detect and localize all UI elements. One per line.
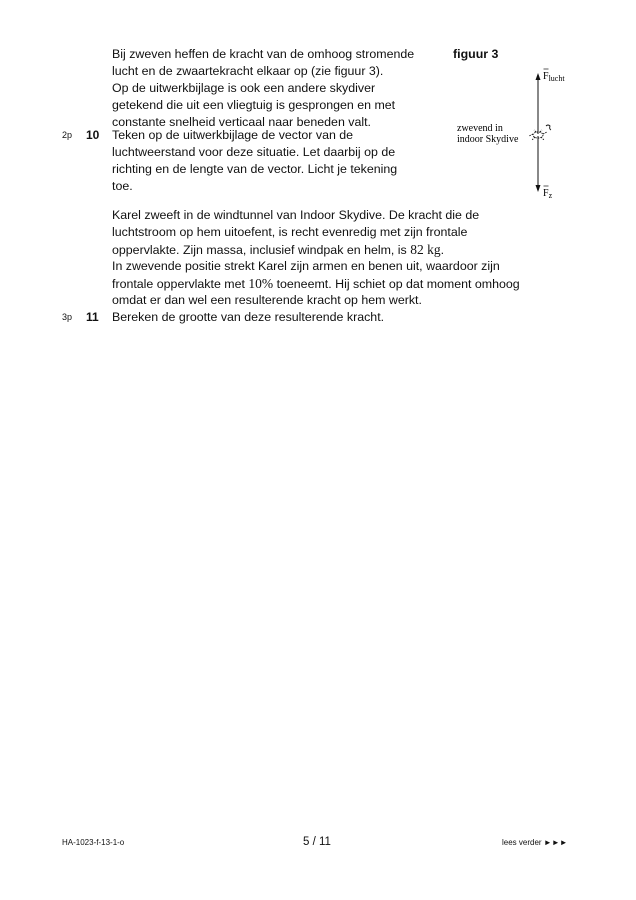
figure-3-diagram bbox=[440, 64, 580, 204]
intro-line-3: Op de uitwerkbijlage is ook een andere skydiver bbox=[112, 81, 376, 95]
figure-label-line-1: zwevend in bbox=[457, 123, 503, 134]
intro-line-4: getekend die uit een vliegtuig is gesprongen en met bbox=[112, 98, 396, 112]
continue-indicator: lees verder ►►► bbox=[502, 838, 568, 847]
f-z-arrowhead bbox=[536, 185, 541, 192]
f-z-label: $F_z$ bbox=[543, 188, 553, 200]
karel-line-5: frontale oppervlakte met 10% toeneemt. Hij schiet op dat moment omhoog bbox=[112, 276, 520, 291]
skydiver-figure bbox=[529, 125, 551, 140]
question-line-2: luchtweerstand voor deze situatie. Let daarbij op de bbox=[112, 145, 396, 159]
question-line-1: Teken op de uitwerkbijlage de vector van de bbox=[112, 128, 354, 142]
karel-line-2: luchtstroom op hem uitoefent, is recht evenredig met zijn frontale bbox=[112, 225, 468, 239]
percentage-value: 10% bbox=[248, 276, 274, 291]
intro-line-2: lucht en de zwaartekracht elkaar op (zie figuur 3). bbox=[112, 64, 384, 78]
f-lucht-label: $F_{lucht}$ bbox=[543, 71, 565, 83]
karel-line-1: Karel zweeft in de windtunnel van Indoor Skydive. De kracht die de bbox=[112, 208, 480, 222]
karel-line-3: oppervlakte. Zijn massa, inclusief windpak en helm, is 82 kg. bbox=[112, 242, 445, 257]
mass-value: 82 kg bbox=[410, 242, 441, 257]
question-points: 2p bbox=[62, 130, 73, 140]
figure-label-line-2: indoor Skydive bbox=[457, 134, 519, 145]
karel-line-6: omdat er dan wel een resulterende kracht op hem werkt. bbox=[112, 293, 422, 307]
f-lucht-arrowhead bbox=[536, 73, 541, 80]
figure-title: figuur 3 bbox=[453, 47, 499, 61]
question-points: 3p bbox=[62, 312, 73, 322]
question-line-4: toe. bbox=[112, 179, 133, 193]
page-number: 5 / 11 bbox=[303, 836, 331, 848]
karel-line-4: In zwevende positie strekt Karel zijn armen en benen uit, waardoor zijn bbox=[112, 259, 500, 273]
intro-line-1: Bij zweven heffen de kracht van de omhoog stromende bbox=[112, 47, 415, 61]
question-number: 11 bbox=[86, 310, 99, 324]
exam-code: HA-1023-f-13-1-o bbox=[62, 838, 125, 847]
question-number: 10 bbox=[86, 128, 100, 142]
question-text: Bereken de grootte van deze resulterende kracht. bbox=[112, 310, 385, 324]
intro-line-5: constante snelheid verticaal naar beneden valt. bbox=[112, 115, 371, 129]
question-line-3: richting en de lengte van de vector. Licht je tekening bbox=[112, 162, 398, 176]
